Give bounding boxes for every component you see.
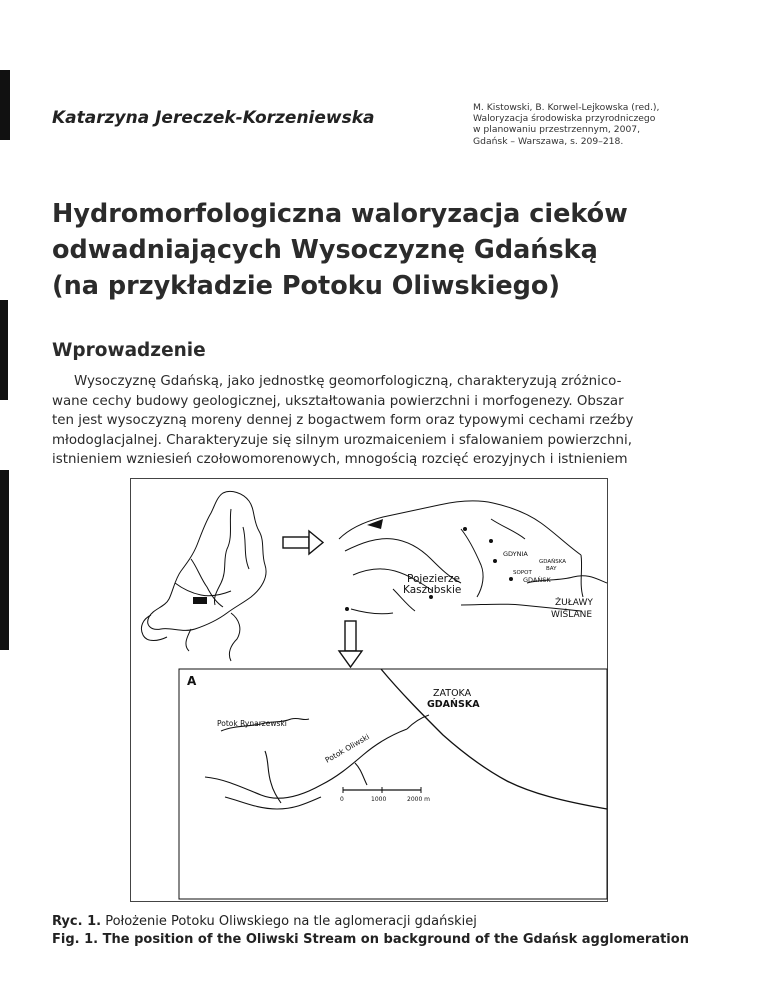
- label-zatoka: ZATOKA: [433, 688, 472, 699]
- poland-outline-map: [141, 491, 266, 661]
- scale-bar: [340, 787, 430, 803]
- paragraph-line: wane cechy budowy geologicznej, ukształtowania powierzchni i morfogenezy. Obszar: [52, 393, 624, 409]
- town-dot: [509, 577, 513, 581]
- town-dot: [493, 559, 497, 563]
- town-dot: [345, 607, 349, 611]
- scan-edge-mark: [0, 300, 8, 400]
- title-line: (na przykładzie Potoku Oliwskiego): [52, 271, 561, 301]
- figure-1-maps: [131, 479, 609, 903]
- label-potok-rynarzewski: Potok Rynarzewski: [217, 719, 287, 728]
- citation-line: Waloryzacja środowiska przyrodniczego: [473, 113, 656, 125]
- title-line: odwadniających Wysoczyznę Gdańską: [52, 235, 598, 265]
- citation-line: w planowaniu przestrzennym, 2007,: [473, 124, 641, 136]
- detail-map-frame: [179, 669, 607, 899]
- label-wislane: WIŚLANE: [551, 610, 593, 620]
- scale-tick-1000: 1000: [371, 796, 387, 803]
- label-gdynia: GDYNIA: [503, 550, 528, 558]
- paragraph-line: ten jest wysoczyzną moreny dennej z bogactwem form oraz typowymi cechami rzeźby: [52, 413, 634, 429]
- caption-label-pl: Ryc. 1.: [52, 914, 102, 929]
- citation-line: M. Kistowski, B. Korwel-Lejkowska (red.),: [473, 102, 660, 113]
- title-line: Hydromorfologiczna waloryzacja cieków: [52, 199, 628, 229]
- caption-text-pl: Położenie Potoku Oliwskiego na tle aglomeracji gdańskiej: [101, 914, 477, 929]
- town-dot: [489, 539, 493, 543]
- author-name: Katarzyna Jereczek-Korzeniewska: [52, 108, 375, 128]
- arrow-down-icon: [339, 621, 362, 667]
- coastline: [381, 669, 607, 809]
- paper-title: [52, 196, 712, 304]
- paragraph-line: Wysoczyznę Gdańską, jako jednostkę geomorfologiczną, charakteryzują zróżnico-: [74, 374, 622, 389]
- stream-network: [205, 715, 429, 809]
- scale-tick-0: 0: [340, 796, 344, 803]
- label-gdansk-bay-1: GDAŃSKA: [539, 559, 567, 565]
- lake-marker: [367, 519, 383, 529]
- scan-edge-mark: [0, 470, 9, 650]
- regional-map: [339, 501, 607, 614]
- citation-block: [473, 102, 713, 147]
- label-gdansk: GDAŃSK: [523, 576, 551, 584]
- section-heading: Wprowadzenie: [52, 340, 206, 361]
- figure-caption: [52, 913, 752, 949]
- paragraph-line: istnieniem wzniesień czołowomorenowych, mnogością rozcięć erozyjnych i istnieniem: [52, 452, 628, 468]
- scan-edge-mark: [0, 70, 10, 140]
- body-paragraph: [52, 372, 720, 470]
- caption-english: [52, 931, 752, 949]
- scale-tick-2000: 2000 m: [407, 796, 431, 803]
- label-kaszubskie: Kaszubskie: [403, 584, 462, 596]
- label-gdansk-bay-2: BAY: [546, 566, 557, 572]
- label-pojezierze: Pojezierze: [407, 573, 460, 585]
- caption-text-en: The position of the Oliwski Stream on background of the Gdańsk agglomeration: [98, 932, 689, 947]
- caption-label-en: Fig. 1.: [52, 932, 99, 947]
- arrow-right-icon: [283, 531, 323, 554]
- citation-line: Gdańsk – Warszawa, s. 209–218.: [473, 135, 624, 147]
- label-zatoka-gdanska: GDAŃSKA: [427, 699, 480, 710]
- paragraph-line: młodoglacjalnej. Charakteryzuje się silnym urozmaiceniem i sfalowaniem powierzchni,: [52, 432, 632, 448]
- caption-polish: [52, 913, 752, 931]
- panel-letter: A: [187, 674, 197, 688]
- gdansk-marker-rect: [193, 597, 207, 604]
- label-zulawy: ŻUŁAWY: [555, 598, 593, 608]
- label-potok-oliwski: Potok Oliwski: [323, 732, 371, 765]
- figure-1: [130, 478, 608, 902]
- label-sopot: SOPOT: [513, 570, 532, 576]
- town-dot: [463, 527, 467, 531]
